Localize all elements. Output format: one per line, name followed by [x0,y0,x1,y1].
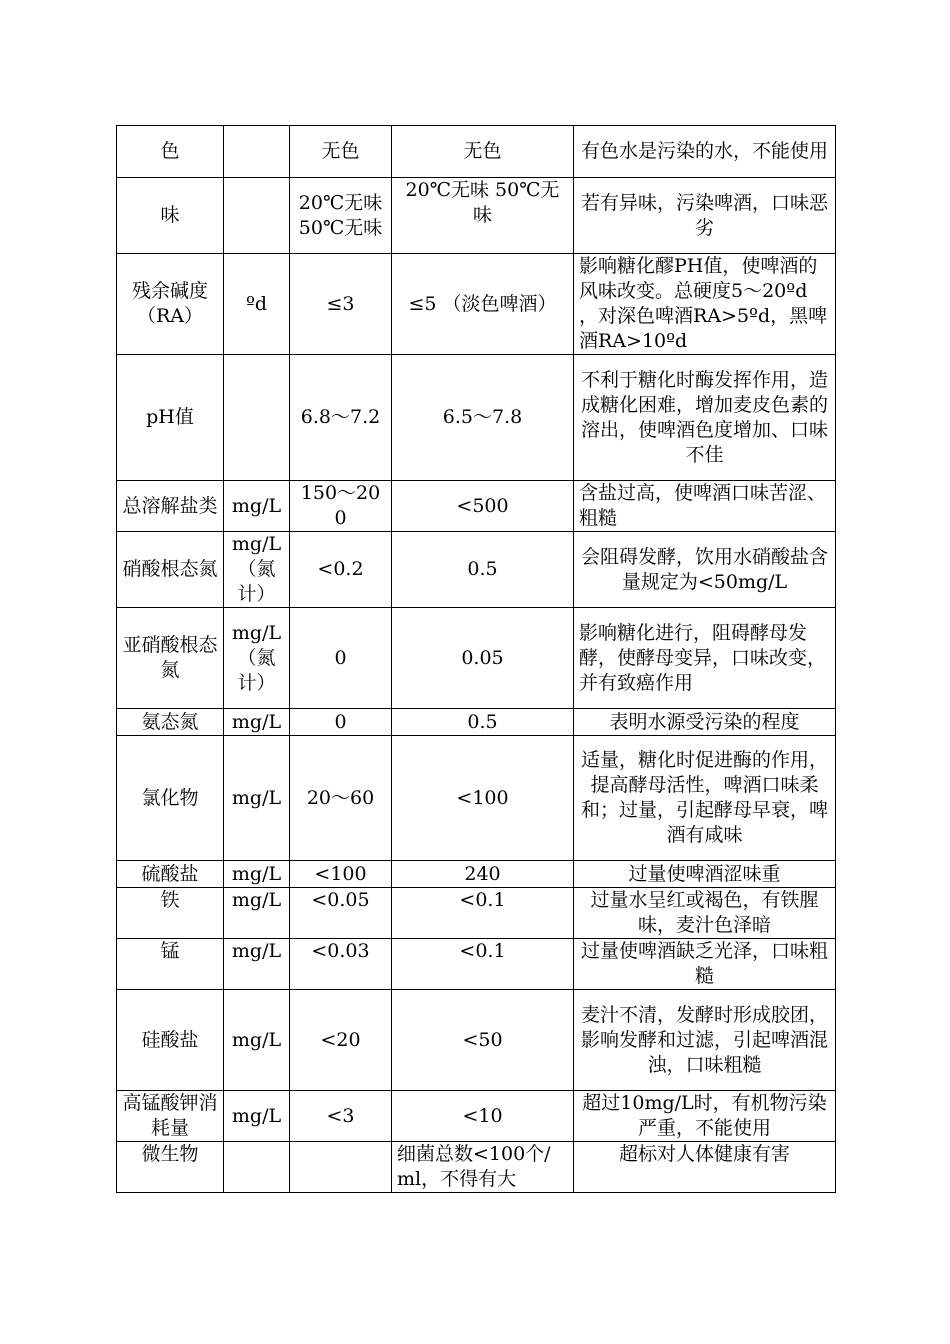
standard-2-cell: <100 [392,736,574,861]
item-cell: 铁 [117,888,224,939]
unit-cell [224,355,290,481]
effect-cell: 超过10mg/L时，有机物污染严重，不能使用 [574,1091,836,1142]
table-row [117,126,836,178]
table-row [117,709,836,736]
standard-1-cell: 0 [290,608,392,709]
effect-cell: 表明水源受污染的程度 [574,709,836,736]
standard-1-cell: <0.2 [290,532,392,608]
water-quality-table [116,125,836,1193]
unit-cell [224,126,290,178]
effect-cell: 超标对人体健康有害 [574,1142,836,1193]
table-row [117,532,836,608]
standard-1-cell: <0.05 [290,888,392,939]
standard-1-cell: 6.8～7.2 [290,355,392,481]
unit-cell: mg/L [224,888,290,939]
item-cell: 微生物 [117,1142,224,1193]
unit-cell: mg/L [224,709,290,736]
item-cell: 硫酸盐 [117,861,224,888]
standard-2-cell: 20℃无味 50℃无味 [392,178,574,254]
standard-2-cell: ≤5 （淡色啤酒） [392,254,574,355]
standard-2-cell: 0.5 [392,532,574,608]
item-cell: 氨态氮 [117,709,224,736]
unit-cell: mg/L [224,861,290,888]
standard-2-cell: 6.5～7.8 [392,355,574,481]
unit-cell: ºd [224,254,290,355]
item-cell: 味 [117,178,224,254]
item-cell: 硅酸盐 [117,990,224,1091]
table-row [117,481,836,532]
effect-cell: 影响糖化进行，阻碍酵母发酵，使酵母变异，口味改变，并有致癌作用 [574,608,836,709]
standard-1-cell: <100 [290,861,392,888]
unit-cell: mg/L [224,990,290,1091]
unit-cell: mg/L（氮计） [224,608,290,709]
item-cell: 氯化物 [117,736,224,861]
effect-cell: 适量，糖化时促进酶的作用，提高酵母活性，啤酒口味柔和；过量，引起酵母早衰，啤酒有咸味 [574,736,836,861]
effect-cell: 不利于糖化时酶发挥作用，造成糖化困难，增加麦皮色素的溶出，使啤酒色度增加、口味不佳 [574,355,836,481]
item-cell: pH值 [117,355,224,481]
standard-2-cell: <0.1 [392,888,574,939]
standard-1-cell [290,1142,392,1193]
table-row [117,1091,836,1142]
standard-2-cell: <0.1 [392,939,574,990]
effect-cell: 含盐过高，使啤酒口味苦涩、粗糙 [574,481,836,532]
item-cell: 亚硝酸根态氮 [117,608,224,709]
standard-2-cell: 0.05 [392,608,574,709]
unit-cell: mg/L [224,1091,290,1142]
effect-cell: 会阻碍发酵，饮用水硝酸盐含量规定为<50mg/L [574,532,836,608]
standard-1-cell: 无色 [290,126,392,178]
unit-cell [224,178,290,254]
standard-1-cell: <0.03 [290,939,392,990]
item-cell: 色 [117,126,224,178]
item-cell: 硝酸根态氮 [117,532,224,608]
table-row [117,888,836,939]
item-cell: 残余碱度（RA） [117,254,224,355]
standard-1-cell: 150～200 [290,481,392,532]
item-cell: 锰 [117,939,224,990]
standard-2-cell: <10 [392,1091,574,1142]
standard-1-cell: 20℃无味 50℃无味 [290,178,392,254]
table-row [117,608,836,709]
table-row [117,178,836,254]
table-row [117,355,836,481]
standard-1-cell: 20～60 [290,736,392,861]
standard-1-cell: 0 [290,709,392,736]
table-row [117,861,836,888]
standard-2-cell: 0.5 [392,709,574,736]
table-row [117,254,836,355]
standard-2-cell: 240 [392,861,574,888]
unit-cell: mg/L [224,736,290,861]
effect-cell: 过量水呈红或褐色，有铁腥味，麦汁色泽暗 [574,888,836,939]
standard-2-cell: 无色 [392,126,574,178]
effect-cell: 过量使啤酒缺乏光泽，口味粗糙 [574,939,836,990]
effect-cell: 麦汁不清，发酵时形成胶团，影响发酵和过滤，引起啤酒混浊，口味粗糙 [574,990,836,1091]
unit-cell: mg/L [224,481,290,532]
unit-cell: mg/L（氮计） [224,532,290,608]
standard-1-cell: <3 [290,1091,392,1142]
effect-cell: 有色水是污染的水，不能使用 [574,126,836,178]
table-row [117,736,836,861]
unit-cell: mg/L [224,939,290,990]
standard-1-cell: <20 [290,990,392,1091]
table-row [117,1142,836,1193]
item-cell: 高锰酸钾消耗量 [117,1091,224,1142]
effect-cell: 过量使啤酒涩味重 [574,861,836,888]
table-row [117,939,836,990]
standard-2-cell: <50 [392,990,574,1091]
table-row [117,990,836,1091]
effect-cell: 若有异味，污染啤酒，口味恶劣 [574,178,836,254]
standard-1-cell: ≤3 [290,254,392,355]
effect-cell: 影响糖化醪PH值，使啤酒的风味改变。总硬度5～20ºd ，对深色啤酒RA>5ºd，黑啤酒RA>10ºd [574,254,836,355]
standard-2-cell: 细菌总数<100个/ml，不得有大 [392,1142,574,1193]
item-cell: 总溶解盐类 [117,481,224,532]
unit-cell [224,1142,290,1193]
standard-2-cell: <500 [392,481,574,532]
